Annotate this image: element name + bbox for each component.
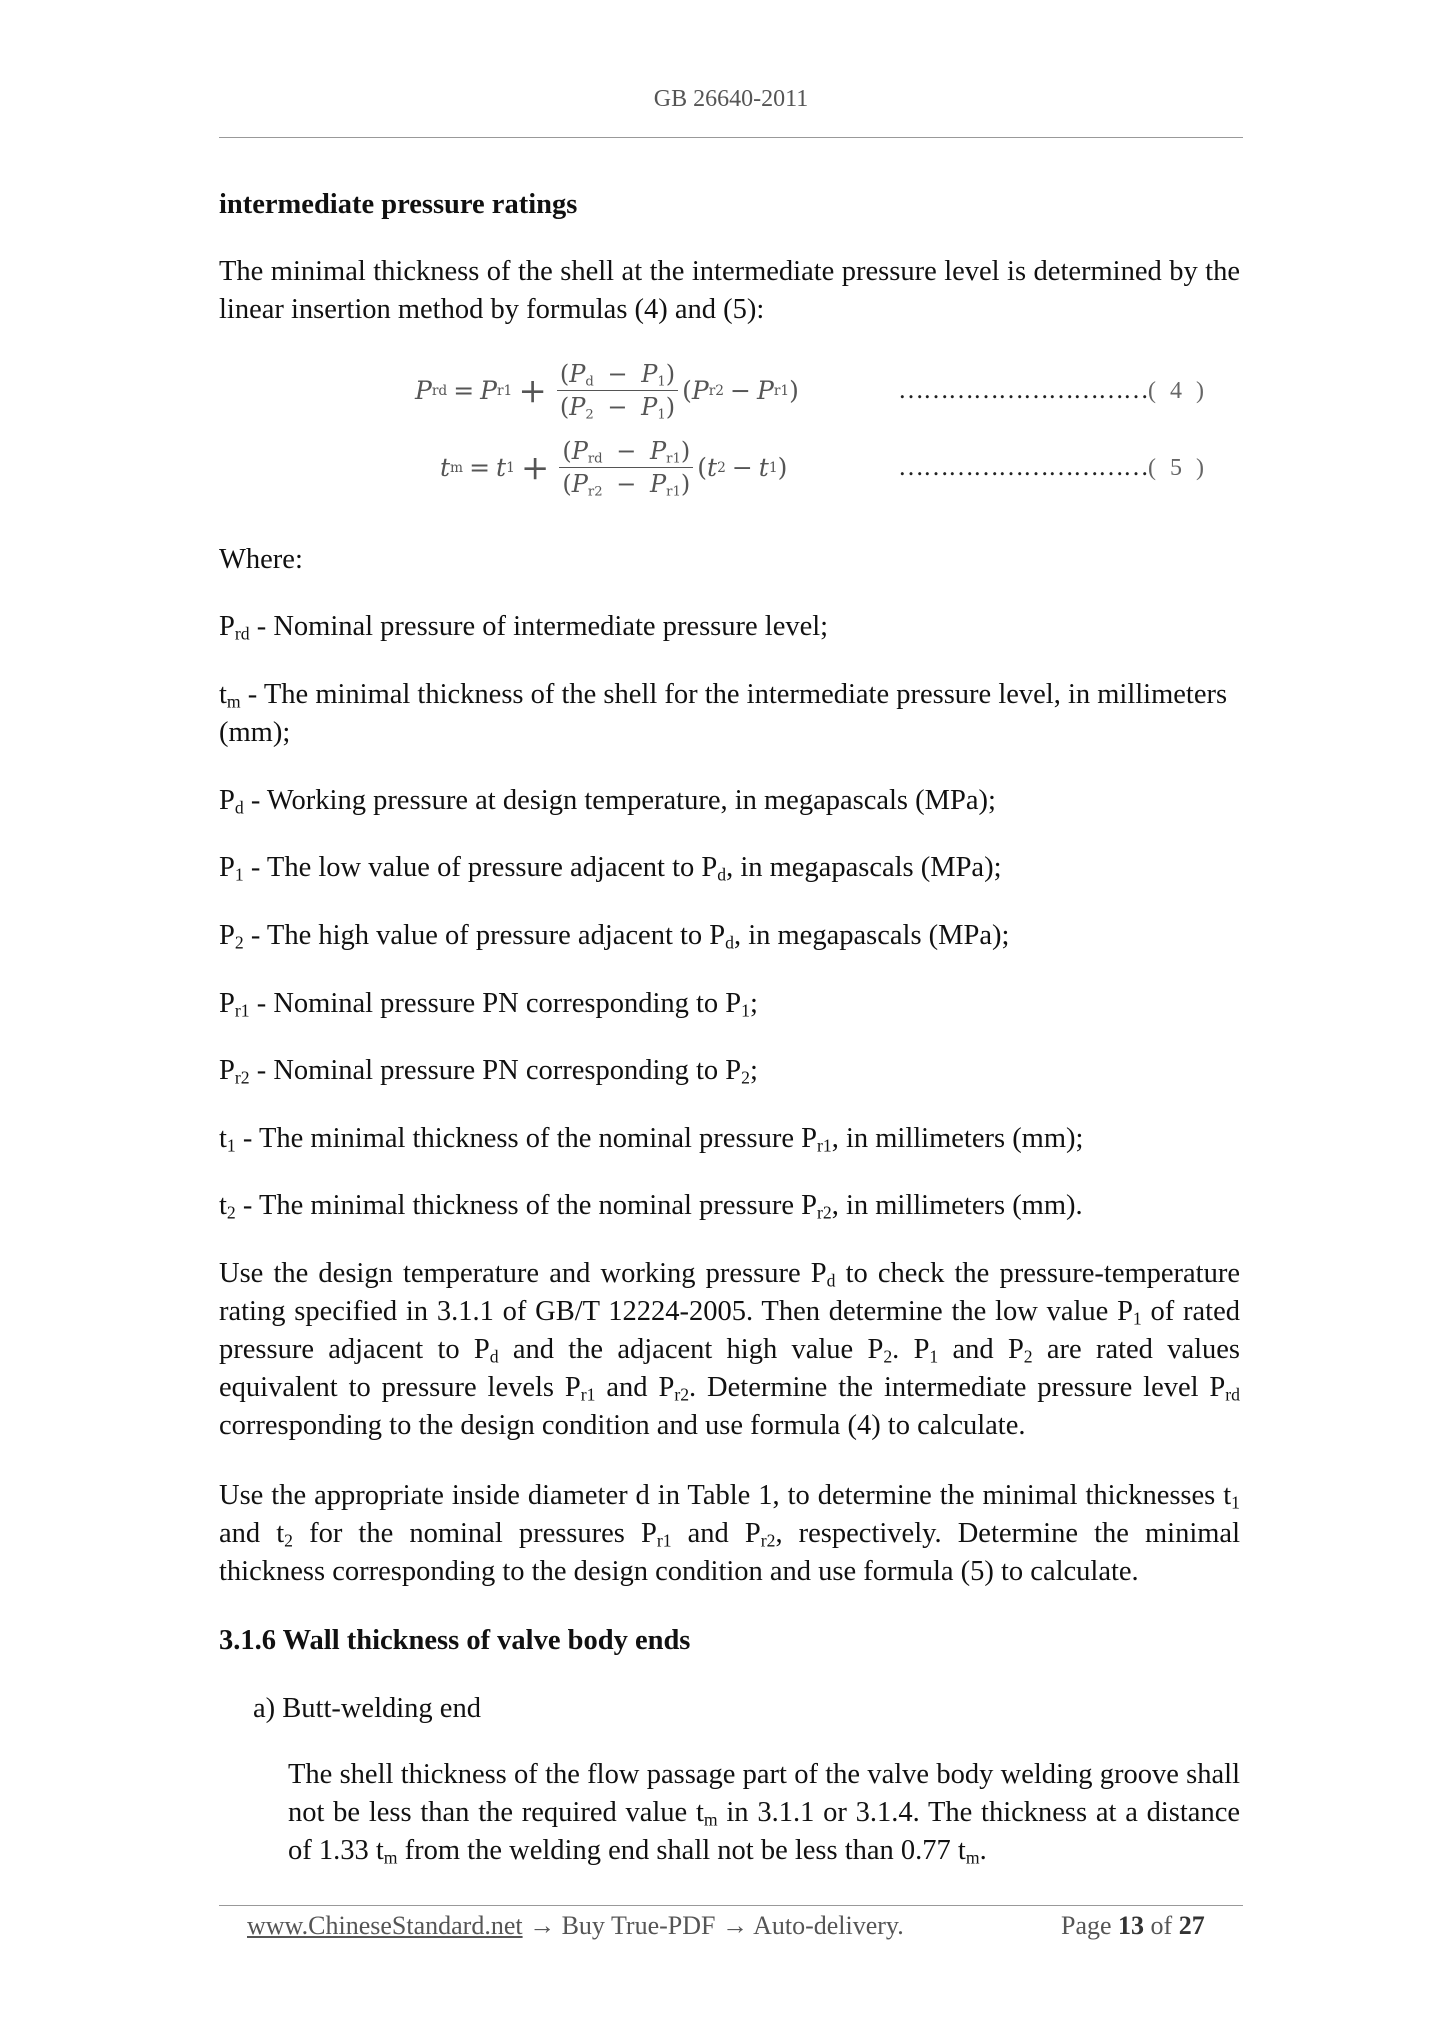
footer-divider — [219, 1905, 1243, 1906]
arrow-icon: → — [722, 1911, 748, 1940]
paragraph-minimal-thickness: Use the appropriate inside diameter d in Table 1, to determine the minimal thicknesses $t_1$ and $t_2$ for the nominal pressures $P_{r1}$ and $P_{r2}$, respectively. Determine the minimal thickness corresponding to the design condition and use formula (5) to calculate. — [219, 1480, 1240, 1587]
auto-delivery-text: Auto-delivery. — [753, 1911, 904, 1940]
paragraph-butt-welding: The shell thickness of the flow passage part of the valve body welding groove shall not be less than the required value $t_m$ in 3.1.1 or 3.1.4. The thickness at a distance of 1.33 $t_m$ from the welding end shall not be less than 0.77 $t_m$. — [288, 1759, 1240, 1868]
header-divider — [219, 137, 1243, 138]
buy-true-pdf-link[interactable]: Buy True-PDF — [561, 1911, 716, 1940]
page-label: Page — [1061, 1911, 1112, 1940]
page-total: 27 — [1178, 1911, 1205, 1940]
formula-4-number: …………………………( 4 ) — [898, 375, 1208, 404]
section-heading: 3.1.6 Wall thickness of valve body ends — [219, 1625, 691, 1656]
formula-5: t m = t 1 + $\frac{(P_{rd} - P_{r1})}{(P_{r2} - P_{r1})}$ ( t 2 − t 1 ) — [440, 437, 788, 500]
footer-links — [247, 1911, 904, 1941]
page-header-title: GB 26640-2011 — [653, 86, 809, 112]
of-label: of — [1150, 1911, 1173, 1940]
definition-pd: $P_d$ - Working pressure at design temperature, in megapascals (MPa); — [219, 785, 996, 818]
definition-pr2: $P_{r2}$ - Nominal pressure PN corresponding to $P_2$; — [219, 1055, 758, 1088]
subsection-heading: intermediate pressure ratings — [219, 189, 578, 220]
definition-tm: $t_m$ - The minimal thickness of the shell for the intermediate pressure level, in millimeters (mm); — [219, 679, 1228, 748]
list-item-a: a) Butt-welding end — [253, 1693, 481, 1724]
definition-t2: $t_2$ - The minimal thickness of the nominal pressure $P_{r2}$, in millimeters (mm). — [219, 1190, 1083, 1223]
formula-5-number: …………………………( 5 ) — [898, 452, 1208, 481]
intro-paragraph: The minimal thickness of the shell at the intermediate pressure level is determined by the linear insertion method by formulas (4) and (5): — [219, 256, 1240, 325]
definition-p2: $P_2$ - The high value of pressure adjacent to $P_d$, in megapascals (MPa); — [219, 920, 1010, 953]
definition-prd: $P_{rd}$ - Nominal pressure of intermediate pressure level; — [219, 611, 829, 644]
page-indicator — [1061, 1911, 1205, 1941]
website-link[interactable]: www.ChineseStandard.net — [247, 1911, 523, 1940]
paragraph-pressure-rating: Use the design temperature and working pressure $P_d$ to check the pressure-temperature rating specified in 3.1.1 of GB/T 12224-2005. Then determine the low value $P_1$ of rated pressure adjacent to $P_d$ and the adjacent high value $P_2$. $P_1$ and $P_2$ are rated values equivalent to pressure levels $P_{r1}$ and $P_{r2}$. Determine the intermediate pressure level $P_{rd}$ corresponding to the design condition and use formula (4) to calculate. — [219, 1258, 1241, 1441]
page-number: 13 — [1118, 1911, 1145, 1940]
definition-pr1: $P_{r1}$ - Nominal pressure PN corresponding to $P_1$; — [219, 988, 758, 1021]
formula-4: P rd = P r1 + $\frac{(P_d - P_1)}{(P_2 - P_1)}$ ( P r2 − P r1 ) — [415, 360, 799, 423]
definition-p1: $P_1$ - The low value of pressure adjacent to $P_d$, in megapascals (MPa); — [219, 852, 1002, 885]
definition-t1: $t_1$ - The minimal thickness of the nominal pressure $P_{r1}$, in millimeters (mm); — [219, 1123, 1084, 1156]
arrow-icon: → — [529, 1911, 556, 1940]
where-label: Where: — [219, 544, 303, 575]
